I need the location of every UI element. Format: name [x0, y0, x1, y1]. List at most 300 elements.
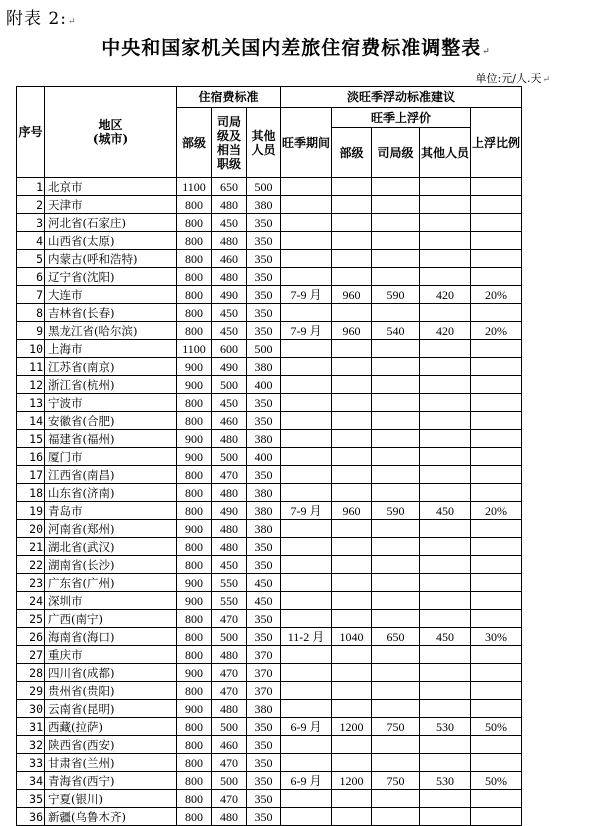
others-cell: 370 — [247, 646, 281, 664]
peak-minister-cell — [332, 430, 372, 448]
bureau-cell: 480 — [212, 232, 247, 250]
row-number: 29 — [17, 682, 45, 700]
peak-others-cell — [420, 574, 471, 592]
table-row — [17, 268, 522, 286]
header-bureau: 司局级及相当职级 — [212, 108, 247, 178]
unit-label: 单位:元/人.天↵ — [475, 72, 550, 85]
peak-others-cell: 450 — [420, 628, 471, 646]
minister-cell: 800 — [177, 682, 212, 700]
peak-minister-cell: 1040 — [332, 628, 372, 646]
peak-bureau-cell — [372, 538, 420, 556]
peak-minister-cell — [332, 394, 372, 412]
peak-others-cell — [420, 610, 471, 628]
peak-bureau-cell — [372, 790, 420, 808]
peak-minister-cell — [332, 610, 372, 628]
header-lodging-std: 住宿费标准 — [177, 87, 281, 108]
row-number: 34 — [17, 772, 45, 790]
bureau-cell: 460 — [212, 412, 247, 430]
peak-period-cell — [281, 340, 332, 358]
table-row — [17, 628, 522, 646]
table-row — [17, 448, 522, 466]
up-ratio-cell — [471, 610, 522, 628]
bureau-cell: 460 — [212, 736, 247, 754]
others-cell: 350 — [247, 268, 281, 286]
others-cell: 450 — [247, 574, 281, 592]
peak-period-cell: 7-9 月 — [281, 502, 332, 520]
peak-bureau-cell — [372, 178, 420, 196]
up-ratio-cell — [471, 466, 522, 484]
peak-minister-cell — [332, 646, 372, 664]
others-cell: 350 — [247, 718, 281, 736]
minister-cell: 800 — [177, 718, 212, 736]
others-cell: 380 — [247, 358, 281, 376]
others-cell: 350 — [247, 412, 281, 430]
up-ratio-cell — [471, 304, 522, 322]
peak-period-cell — [281, 574, 332, 592]
peak-minister-cell — [332, 412, 372, 430]
up-ratio-cell — [471, 556, 522, 574]
table-row — [17, 196, 522, 214]
peak-period-cell: 6-9 月 — [281, 718, 332, 736]
table-row — [17, 664, 522, 682]
row-number: 26 — [17, 628, 45, 646]
region-cell: 北京市 — [45, 178, 177, 196]
peak-minister-cell — [332, 466, 372, 484]
peak-others-cell — [420, 556, 471, 574]
minister-cell: 800 — [177, 736, 212, 754]
up-ratio-cell — [471, 808, 522, 826]
region-cell: 黑龙江省(哈尔滨) — [45, 322, 177, 340]
peak-minister-cell — [332, 268, 372, 286]
bureau-cell: 470 — [212, 682, 247, 700]
minister-cell: 1100 — [177, 340, 212, 358]
peak-bureau-cell — [372, 484, 420, 502]
region-cell: 云南省(昆明) — [45, 700, 177, 718]
up-ratio-cell — [471, 232, 522, 250]
peak-minister-cell: 960 — [332, 502, 372, 520]
peak-others-cell — [420, 520, 471, 538]
up-ratio-cell — [471, 484, 522, 502]
up-ratio-cell — [471, 790, 522, 808]
peak-minister-cell — [332, 214, 372, 232]
up-ratio-cell — [471, 196, 522, 214]
up-ratio-cell: 50% — [471, 718, 522, 736]
peak-others-cell — [420, 538, 471, 556]
region-cell: 陕西省(西安) — [45, 736, 177, 754]
row-number: 33 — [17, 754, 45, 772]
peak-bureau-cell — [372, 412, 420, 430]
row-number: 12 — [17, 376, 45, 394]
table-row — [17, 304, 522, 322]
peak-minister-cell — [332, 574, 372, 592]
table-row — [17, 538, 522, 556]
peak-minister-cell — [332, 808, 372, 826]
row-number: 7 — [17, 286, 45, 304]
table-row — [17, 484, 522, 502]
peak-others-cell — [420, 304, 471, 322]
peak-period-cell — [281, 538, 332, 556]
peak-minister-cell — [332, 520, 372, 538]
peak-period-cell — [281, 232, 332, 250]
bureau-cell: 550 — [212, 592, 247, 610]
region-cell: 厦门市 — [45, 448, 177, 466]
peak-minister-cell — [332, 196, 372, 214]
minister-cell: 800 — [177, 304, 212, 322]
table-row — [17, 772, 522, 790]
minister-cell: 800 — [177, 250, 212, 268]
peak-others-cell — [420, 196, 471, 214]
bureau-cell: 500 — [212, 376, 247, 394]
minister-cell: 800 — [177, 394, 212, 412]
peak-minister-cell — [332, 376, 372, 394]
row-number: 8 — [17, 304, 45, 322]
table-row — [17, 700, 522, 718]
table-row — [17, 790, 522, 808]
peak-bureau-cell — [372, 646, 420, 664]
row-number: 11 — [17, 358, 45, 376]
table-row — [17, 412, 522, 430]
peak-period-cell — [281, 484, 332, 502]
peak-others-cell — [420, 430, 471, 448]
peak-minister-cell — [332, 592, 372, 610]
table-row — [17, 358, 522, 376]
peak-bureau-cell — [372, 304, 420, 322]
peak-period-cell — [281, 214, 332, 232]
peak-others-cell — [420, 790, 471, 808]
row-number: 23 — [17, 574, 45, 592]
peak-others-cell — [420, 268, 471, 286]
table-row — [17, 718, 522, 736]
peak-period-cell: 7-9 月 — [281, 322, 332, 340]
row-number: 24 — [17, 592, 45, 610]
bureau-cell: 480 — [212, 700, 247, 718]
up-ratio-cell — [471, 592, 522, 610]
table-row — [17, 610, 522, 628]
region-cell: 内蒙古(呼和浩特) — [45, 250, 177, 268]
up-ratio-cell — [471, 682, 522, 700]
peak-bureau-cell — [372, 196, 420, 214]
bureau-cell: 470 — [212, 610, 247, 628]
peak-minister-cell — [332, 556, 372, 574]
minister-cell: 800 — [177, 538, 212, 556]
minister-cell: 900 — [177, 430, 212, 448]
up-ratio-cell — [471, 178, 522, 196]
bureau-cell: 500 — [212, 772, 247, 790]
header-no: 序号 — [17, 87, 45, 178]
up-ratio-cell — [471, 664, 522, 682]
others-cell: 400 — [247, 448, 281, 466]
peak-minister-cell — [332, 178, 372, 196]
region-cell: 山东省(济南) — [45, 484, 177, 502]
table-row — [17, 340, 522, 358]
bureau-cell: 500 — [212, 628, 247, 646]
peak-minister-cell — [332, 682, 372, 700]
region-cell: 重庆市 — [45, 646, 177, 664]
region-cell: 福建省(福州) — [45, 430, 177, 448]
header-peak-period: 旺季期间 — [281, 108, 332, 178]
peak-minister-cell — [332, 250, 372, 268]
peak-period-cell — [281, 196, 332, 214]
region-cell: 湖北省(武汉) — [45, 538, 177, 556]
table-row — [17, 754, 522, 772]
row-number: 25 — [17, 610, 45, 628]
region-cell: 江西省(南昌) — [45, 466, 177, 484]
peak-others-cell — [420, 682, 471, 700]
peak-minister-cell — [332, 754, 372, 772]
others-cell: 350 — [247, 754, 281, 772]
table-row — [17, 232, 522, 250]
peak-bureau-cell — [372, 430, 420, 448]
bureau-cell: 480 — [212, 520, 247, 538]
up-ratio-cell — [471, 520, 522, 538]
minister-cell: 900 — [177, 664, 212, 682]
up-ratio-cell — [471, 538, 522, 556]
up-ratio-cell — [471, 214, 522, 232]
bureau-cell: 480 — [212, 538, 247, 556]
table-row — [17, 592, 522, 610]
table-row — [17, 502, 522, 520]
bureau-cell: 470 — [212, 466, 247, 484]
header-peak-bureau: 司局级 — [372, 128, 420, 178]
minister-cell: 800 — [177, 646, 212, 664]
peak-others-cell — [420, 466, 471, 484]
peak-others-cell — [420, 178, 471, 196]
table-row — [17, 646, 522, 664]
peak-others-cell — [420, 412, 471, 430]
header-others: 其他人员 — [247, 108, 281, 178]
others-cell: 380 — [247, 502, 281, 520]
others-cell: 350 — [247, 394, 281, 412]
peak-bureau-cell — [372, 232, 420, 250]
peak-bureau-cell: 590 — [372, 502, 420, 520]
row-number: 19 — [17, 502, 45, 520]
peak-minister-cell — [332, 790, 372, 808]
up-ratio-cell — [471, 250, 522, 268]
peak-others-cell — [420, 232, 471, 250]
bureau-cell: 450 — [212, 304, 247, 322]
bureau-cell: 500 — [212, 448, 247, 466]
region-cell: 广东省(广州) — [45, 574, 177, 592]
peak-others-cell — [420, 394, 471, 412]
region-cell: 吉林省(长春) — [45, 304, 177, 322]
peak-period-cell — [281, 358, 332, 376]
peak-minister-cell — [332, 358, 372, 376]
minister-cell: 800 — [177, 196, 212, 214]
others-cell: 370 — [247, 682, 281, 700]
peak-minister-cell — [332, 664, 372, 682]
peak-bureau-cell — [372, 394, 420, 412]
peak-period-cell — [281, 610, 332, 628]
minister-cell: 1100 — [177, 178, 212, 196]
others-cell: 350 — [247, 610, 281, 628]
others-cell: 380 — [247, 430, 281, 448]
row-number: 10 — [17, 340, 45, 358]
region-cell: 青海省(西宁) — [45, 772, 177, 790]
peak-bureau-cell: 750 — [372, 772, 420, 790]
peak-others-cell — [420, 250, 471, 268]
peak-others-cell — [420, 448, 471, 466]
table-row — [17, 394, 522, 412]
table-row — [17, 178, 522, 196]
minister-cell: 800 — [177, 808, 212, 826]
peak-bureau-cell: 750 — [372, 718, 420, 736]
page-title: 中央和国家机关国内差旅住宿费标准调整表↵ — [101, 37, 491, 59]
row-number: 9 — [17, 322, 45, 340]
table-row — [17, 574, 522, 592]
region-cell: 山西省(太原) — [45, 232, 177, 250]
others-cell: 500 — [247, 178, 281, 196]
others-cell: 350 — [247, 286, 281, 304]
header-peak-minister: 部级 — [332, 128, 372, 178]
region-cell: 上海市 — [45, 340, 177, 358]
table-row — [17, 736, 522, 754]
region-cell: 天津市 — [45, 196, 177, 214]
peak-period-cell — [281, 376, 332, 394]
peak-minister-cell — [332, 484, 372, 502]
minister-cell: 800 — [177, 214, 212, 232]
peak-others-cell — [420, 808, 471, 826]
bureau-cell: 450 — [212, 214, 247, 232]
row-number: 6 — [17, 268, 45, 286]
others-cell: 350 — [247, 790, 281, 808]
bureau-cell: 650 — [212, 178, 247, 196]
table-body — [17, 178, 522, 826]
bureau-cell: 500 — [212, 718, 247, 736]
minister-cell: 800 — [177, 268, 212, 286]
attachment-label: 附表 2:↵ — [6, 9, 77, 29]
bureau-cell: 480 — [212, 646, 247, 664]
bureau-cell: 470 — [212, 664, 247, 682]
peak-others-cell: 420 — [420, 286, 471, 304]
minister-cell: 800 — [177, 772, 212, 790]
up-ratio-cell — [471, 646, 522, 664]
bureau-cell: 490 — [212, 502, 247, 520]
peak-bureau-cell — [372, 250, 420, 268]
region-cell: 深圳市 — [45, 592, 177, 610]
peak-minister-cell — [332, 304, 372, 322]
table-row — [17, 682, 522, 700]
row-number: 15 — [17, 430, 45, 448]
table-row — [17, 376, 522, 394]
row-number: 2 — [17, 196, 45, 214]
minister-cell: 800 — [177, 556, 212, 574]
minister-cell: 800 — [177, 790, 212, 808]
peak-period-cell — [281, 808, 332, 826]
peak-period-cell — [281, 592, 332, 610]
bureau-cell: 480 — [212, 268, 247, 286]
up-ratio-cell — [471, 736, 522, 754]
others-cell: 350 — [247, 466, 281, 484]
peak-period-cell: 11-2 月 — [281, 628, 332, 646]
minister-cell: 900 — [177, 700, 212, 718]
peak-minister-cell: 1200 — [332, 772, 372, 790]
peak-others-cell — [420, 700, 471, 718]
others-cell: 380 — [247, 700, 281, 718]
bureau-cell: 600 — [212, 340, 247, 358]
others-cell: 400 — [247, 376, 281, 394]
row-number: 30 — [17, 700, 45, 718]
peak-period-cell: 6-9 月 — [281, 772, 332, 790]
peak-period-cell — [281, 394, 332, 412]
peak-period-cell — [281, 466, 332, 484]
table-row — [17, 556, 522, 574]
table-row — [17, 466, 522, 484]
others-cell: 370 — [247, 664, 281, 682]
up-ratio-cell — [471, 700, 522, 718]
region-cell: 海南省(海口) — [45, 628, 177, 646]
peak-others-cell — [420, 592, 471, 610]
peak-period-cell — [281, 700, 332, 718]
peak-period-cell — [281, 250, 332, 268]
table-row — [17, 520, 522, 538]
table-row — [17, 250, 522, 268]
up-ratio-cell: 50% — [471, 772, 522, 790]
minister-cell: 800 — [177, 610, 212, 628]
header-up-ratio: 上浮比例 — [471, 108, 522, 178]
peak-period-cell — [281, 268, 332, 286]
region-cell: 四川省(成都) — [45, 664, 177, 682]
minister-cell: 800 — [177, 466, 212, 484]
others-cell: 380 — [247, 484, 281, 502]
table-row — [17, 214, 522, 232]
peak-period-cell — [281, 736, 332, 754]
peak-period-cell — [281, 430, 332, 448]
peak-others-cell — [420, 376, 471, 394]
row-number: 16 — [17, 448, 45, 466]
up-ratio-cell: 30% — [471, 628, 522, 646]
peak-period-cell — [281, 178, 332, 196]
peak-bureau-cell: 650 — [372, 628, 420, 646]
row-number: 32 — [17, 736, 45, 754]
region-cell: 河南省(郑州) — [45, 520, 177, 538]
up-ratio-cell — [471, 376, 522, 394]
peak-bureau-cell — [372, 214, 420, 232]
up-ratio-cell: 20% — [471, 502, 522, 520]
table-row — [17, 322, 522, 340]
row-number: 21 — [17, 538, 45, 556]
bureau-cell: 480 — [212, 484, 247, 502]
peak-minister-cell: 1200 — [332, 718, 372, 736]
row-number: 18 — [17, 484, 45, 502]
others-cell: 350 — [247, 808, 281, 826]
up-ratio-cell: 20% — [471, 322, 522, 340]
bureau-cell: 470 — [212, 754, 247, 772]
row-number: 28 — [17, 664, 45, 682]
header-peak-up-price: 旺季上浮价 — [332, 108, 471, 128]
others-cell: 350 — [247, 322, 281, 340]
peak-others-cell — [420, 736, 471, 754]
peak-minister-cell — [332, 448, 372, 466]
header-minister: 部级 — [177, 108, 212, 178]
peak-bureau-cell — [372, 376, 420, 394]
peak-minister-cell — [332, 538, 372, 556]
region-cell: 浙江省(杭州) — [45, 376, 177, 394]
bureau-cell: 480 — [212, 430, 247, 448]
bureau-cell: 490 — [212, 358, 247, 376]
others-cell: 350 — [247, 232, 281, 250]
row-number: 27 — [17, 646, 45, 664]
peak-minister-cell: 960 — [332, 286, 372, 304]
region-cell: 湖南省(长沙) — [45, 556, 177, 574]
others-cell: 350 — [247, 304, 281, 322]
peak-others-cell: 420 — [420, 322, 471, 340]
peak-others-cell: 530 — [420, 772, 471, 790]
bureau-cell: 480 — [212, 808, 247, 826]
region-cell: 辽宁省(沈阳) — [45, 268, 177, 286]
peak-bureau-cell — [372, 574, 420, 592]
peak-bureau-cell — [372, 754, 420, 772]
peak-period-cell — [281, 412, 332, 430]
